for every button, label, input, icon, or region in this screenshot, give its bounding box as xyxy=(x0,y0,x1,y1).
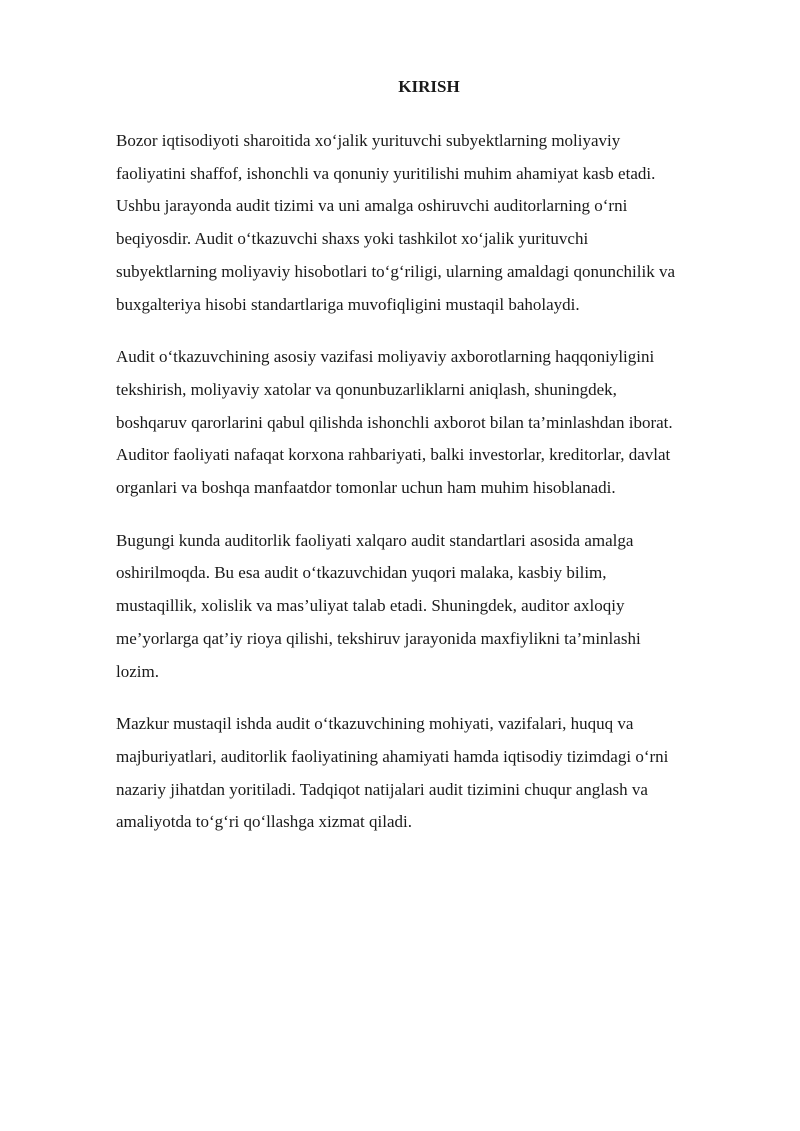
text-line: mustaqillik, xolislik va mas’uliyat talab etadi. Shuningdek, auditor axloqiy xyxy=(116,596,625,616)
page-title: KIRISH xyxy=(398,77,460,96)
text-line: buxgalteriya hisobi standartlariga muvofiqligini mustaqil baholaydi. xyxy=(116,294,580,314)
text-line: lozim. xyxy=(116,661,159,681)
text-line: majburiyatlari, auditorlik faoliyatining ahamiyati hamda iqtisodiy tizimdagi o‘rni xyxy=(116,746,669,766)
text-line: organlari va boshqa manfaatdor tomonlar uchun ham muhim hisoblanadi. xyxy=(116,478,616,498)
text-line: nazariy jihatdan yoritiladi. Tadqiqot natijalari audit tizimini chuqur anglash va xyxy=(116,779,648,799)
text-line: Audit o‘tkazuvchining asosiy vazifasi moliyaviy axborotlarning haqqoniyligini xyxy=(116,347,655,367)
text-line: oshirilmoqda. Bu esa audit o‘tkazuvchidan yuqori malaka, kasbiy bilim, xyxy=(116,563,607,583)
text-line: Bozor iqtisodiyoti sharoitida xo‘jalik yurituvchi subyektlarning moliyaviy xyxy=(116,131,621,150)
text-line: faoliyatini shaffof, ishonchli va qonuniy yuritilishi muhim ahamiyat kasb etadi. xyxy=(116,163,656,183)
text-line: Auditor faoliyati nafaqat korxona rahbariyati, balki investorlar, kreditorlar, davlat xyxy=(116,445,671,465)
text-line: beqiyosdir. Audit o‘tkazuvchi shaxs yoki tashkilot xo‘jalik yurituvchi xyxy=(116,229,589,249)
text-line: Ushbu jarayonda audit tizimi va uni amalga oshiruvchi auditorlarning o‘rni xyxy=(116,196,628,216)
text-line: amaliyotda to‘g‘ri qo‘llashga xizmat qiladi. xyxy=(116,812,412,832)
text-line: subyektlarning moliyaviy hisobotlari to‘g‘riligi, ularning amaldagi qonunchilik va xyxy=(116,261,676,281)
text-line: Mazkur mustaqil ishda audit o‘tkazuvchining mohiyati, vazifalari, huquq va xyxy=(116,714,634,734)
paragraph-1 xyxy=(116,125,746,321)
paragraph-4 xyxy=(116,708,746,839)
text-line: Bugungi kunda auditorlik faoliyati xalqaro audit standartlari asosida amalga xyxy=(116,530,634,550)
paragraph-3 xyxy=(116,525,746,689)
document-body xyxy=(116,125,746,859)
text-line: tekshirish, moliyaviy xatolar va qonunbuzarliklarni aniqlash, shuningdek, xyxy=(116,379,617,399)
paragraph-2 xyxy=(116,341,746,505)
text-line: me’yorlarga qat’iy rioya qilishi, tekshiruv jarayonida maxfiylikni ta’minlashi xyxy=(116,628,641,648)
text-line: boshqaruv qarorlarini qabul qilishda ishonchli axborot bilan ta’minlashdan iborat. xyxy=(116,412,673,432)
